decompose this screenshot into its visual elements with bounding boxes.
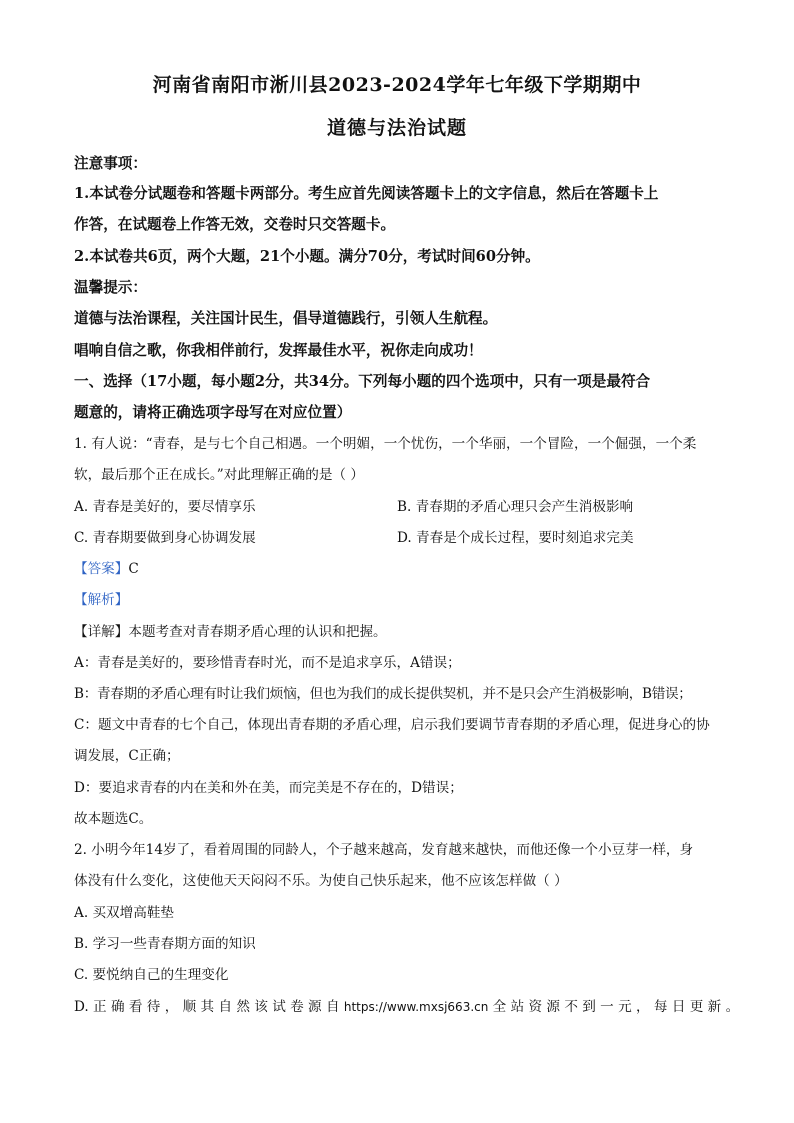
notice-heading: 注意事项：	[74, 155, 147, 172]
q2-option-c: C. 要悦纳自己的生理变化	[74, 967, 229, 983]
q2-stem: 2. 小明今年14岁了，看着周围的同龄人，个子越来越高，发育越来越快，而他还像一个小豆芽一样，身	[74, 842, 694, 858]
q2-option-b: B. 学习一些青春期方面的知识	[74, 936, 256, 952]
q1-explanation-a: A：青春是美好的，要珍惜青春时光，而不是追求享乐，A错误；	[74, 655, 461, 671]
q2-option-a: A. 买双增高鞋垫	[74, 905, 175, 921]
q1-explanation-c: C：题文中青春的七个自己，体现出青春期的矛盾心理，启示我们要调节青春期的矛盾心理，促进身心的协	[74, 717, 710, 733]
q2-stem-cont: 体没有什么变化，这使他天天闷闷不乐。为使自己快乐起来，他不应该怎样做（ ）	[74, 873, 568, 889]
q1-option-c: C. 青春期要做到身心协调发展	[74, 530, 256, 546]
exam-subtitle: 道德与法治试题	[326, 117, 467, 139]
section-1-heading-cont: 题意的，请将正确选项字母写在对应位置）	[74, 404, 352, 421]
notice-item-1: 1.本试卷分试题卷和答题卡两部分。考生应首先阅读答题卡上的文字信息，然后在答题卡上	[74, 185, 659, 202]
q1-conclusion: 故本题选C。	[74, 811, 153, 827]
q1-explanation-d: D：要追求青春的内在美和外在美，而完美是不存在的，D错误；	[74, 780, 463, 796]
notice-item-1-cont: 作答，在试题卷上作答无效，交卷时只交答题卡。	[74, 216, 396, 233]
answer-label: 【答案】	[74, 561, 129, 577]
section-1-heading: 一、选择（17小题，每小题2分，共34分。下列每小题的四个选项中，只有一项是最符合	[74, 373, 651, 390]
q1-option-b: B. 青春期的矛盾心理只会产生消极影响	[397, 499, 634, 515]
q1-explanation-c-cont: 调发展，C正确；	[74, 748, 180, 764]
q1-option-d: D. 青春是个成长过程，要时刻追求完美	[397, 530, 634, 546]
tips-line-1: 道德与法治课程，关注国计民生，倡导道德践行，引领人生航程。	[74, 310, 498, 327]
answer-value: C	[128, 561, 139, 577]
source-link[interactable]: https://www.mxsj663.cn	[343, 1000, 489, 1014]
q1-stem-cont: 软，最后那个正在成长。”对此理解正确的是（ ）	[74, 467, 364, 483]
q1-explanation-b: B：青春期的矛盾心理有时让我们烦恼，但也为我们的成长提供契机，并不是只会产生消极影响，B错误；	[74, 686, 692, 702]
q2-option-d	[74, 995, 739, 1015]
q1-option-a: A. 青春是美好的，要尽情享乐	[74, 499, 256, 515]
exam-title: 河南省南阳市淅川县2023-2024学年七年级下学期期中	[152, 74, 642, 96]
analysis-label: 【解析】	[74, 592, 129, 608]
q1-answer	[74, 557, 139, 577]
notice-item-2: 2.本试卷共6页，两个大题，21个小题。满分70分，考试时间60分钟。	[74, 248, 540, 265]
q1-detail: 【详解】本题考查对青春期矛盾心理的认识和把握。	[74, 624, 387, 640]
q1-stem: 1. 有人说：“青春，是与七个自己相遇。一个明媚，一个忧伤，一个华丽，一个冒险，一个倔强，一个柔	[74, 436, 697, 452]
q2-option-d-text: D. 正 确 看 待 ， 顺 其 自 然 该 试 卷 源 自	[74, 999, 340, 1015]
q2-option-d-tail: 全 站 资 源 不 到 一 元 ， 每 日 更 新 。	[492, 999, 740, 1015]
tips-line-2: 唱响自信之歌，你我相伴前行，发挥最佳水平，祝你走向成功！	[74, 342, 483, 359]
tips-heading: 温馨提示：	[74, 279, 147, 296]
